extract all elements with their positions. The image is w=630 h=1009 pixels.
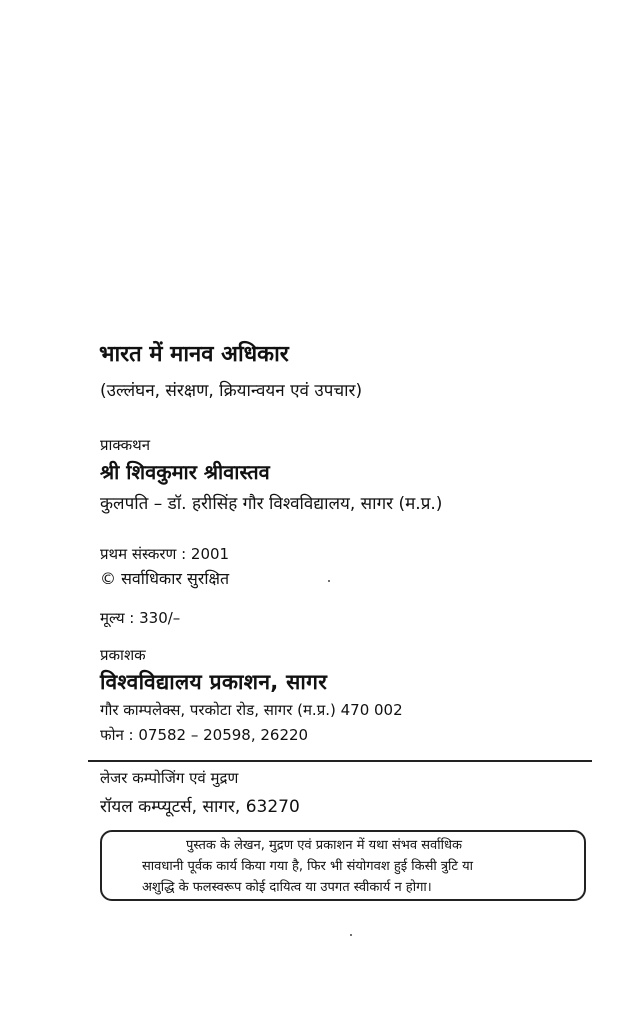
typesetting-name: रॉयल कम्प्यूटर्स, सागर, 63270 <box>100 797 300 817</box>
price-info: मूल्य : 330/– <box>100 609 181 627</box>
publisher-label: प्रकाशक <box>100 646 146 664</box>
print-speck <box>350 934 352 936</box>
publisher-address: गौर काम्पलेक्स, परकोटा रोड, सागर (म.प्र.) 470 002 <box>100 701 403 719</box>
print-speck <box>328 580 330 582</box>
edition-info: प्रथम संस्करण : 2001 <box>100 545 230 563</box>
publisher-phone: फोन : 07582 – 20598, 26220 <box>100 726 309 744</box>
publisher-name: विश्वविद्यालय प्रकाशन, सागर <box>100 670 328 694</box>
foreword-author: श्री शिवकुमार श्रीवास्तव <box>100 460 270 484</box>
foreword-label: प्राक्कथन <box>100 436 151 454</box>
typesetting-label: लेजर कम्पोजिंग एवं मुद्रण <box>100 769 239 787</box>
book-title: भारत में मानव अधिकार <box>99 342 289 367</box>
disclaimer-line: अशुद्धि के फलस्वरूप कोई दायित्व या उपगत स्वीकार्य न होगा। <box>142 880 432 895</box>
disclaimer-line: सावधानी पूर्वक कार्य किया गया है, फिर भी संयोगवश हुई किसी त्रुटि या <box>142 859 474 874</box>
section-divider <box>88 760 592 762</box>
book-subtitle: (उल्लंघन, संरक्षण, क्रियान्वयन एवं उपचार) <box>100 381 363 401</box>
disclaimer-line: पुस्तक के लेखन, मुद्रण एवं प्रकाशन में यथा संभव सर्वाधिक <box>186 838 462 853</box>
author-designation: कुलपति – डॉ. हरीसिंह गौर विश्वविद्यालय, सागर (म.प्र.) <box>100 494 443 514</box>
copyright-notice: © सर्वाधिकार सुरक्षित <box>100 569 230 588</box>
disclaimer-box <box>100 830 586 901</box>
